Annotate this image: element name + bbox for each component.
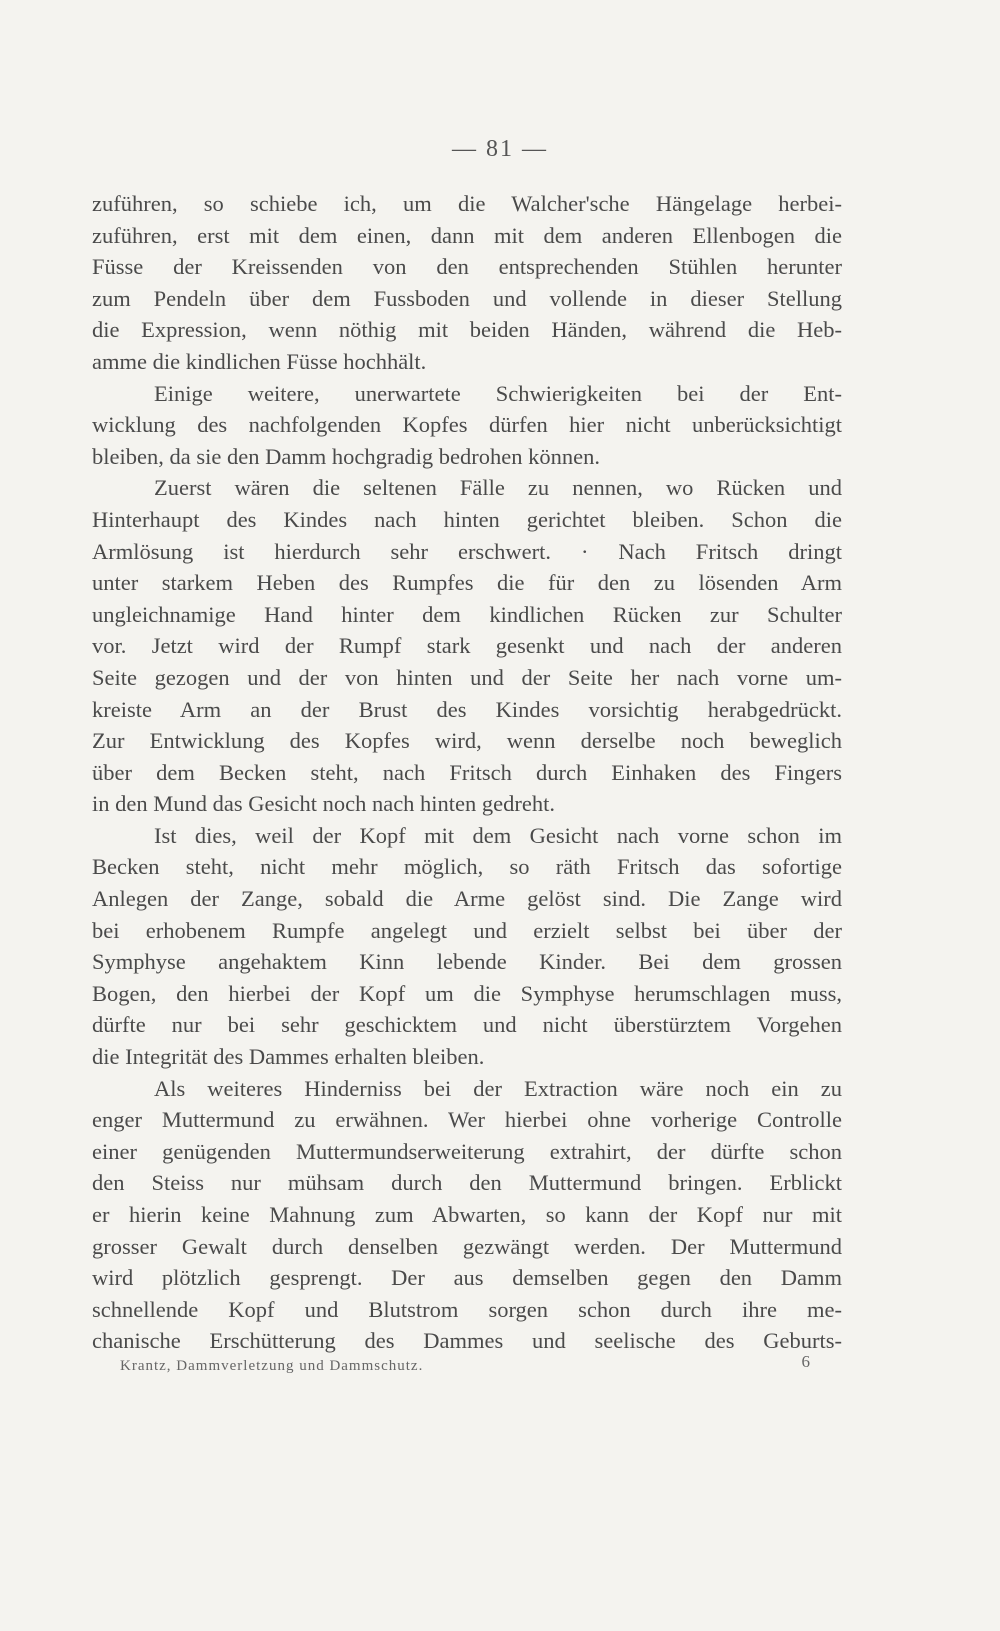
text-line: grosser Gewalt durch denselben gezwängt werden. Der Muttermund bbox=[92, 1233, 842, 1259]
text-line: Armlösung ist hierdurch sehr erschwert. · Nach Fritsch dringt bbox=[92, 538, 842, 564]
text-line: Hinterhaupt des Kindes nach hinten gerichtet bleiben. Schon die bbox=[92, 506, 842, 532]
text-line: Zur Entwicklung des Kopfes wird, wenn derselbe noch beweglich bbox=[92, 728, 842, 754]
text-line: Symphyse angehaktem Kinn lebende Kinder. Bei dem grossen bbox=[92, 949, 842, 975]
text-line: Ist dies, weil der Kopf mit dem Gesicht nach vorne schon im bbox=[154, 822, 842, 848]
text-line: Einige weitere, unerwartete Schwierigkeiten bei der Ent- bbox=[154, 380, 842, 406]
paragraph bbox=[92, 188, 842, 378]
text-line: bleiben, da sie den Damm hochgradig bedrohen können. bbox=[92, 443, 600, 469]
footer-citation: Krantz, Dammverletzung und Dammschutz. bbox=[120, 1358, 424, 1374]
text-line: Als weiteres Hinderniss bei der Extraction wäre noch ein zu bbox=[154, 1075, 842, 1101]
text-line: zuführen, erst mit dem einen, dann mit dem anderen Ellenbogen die bbox=[92, 222, 842, 248]
text-line: unter starkem Heben des Rumpfes die für den zu lösenden Arm bbox=[92, 570, 842, 596]
text-line: die Integrität des Dammes erhalten bleiben. bbox=[92, 1044, 485, 1070]
text-line: zum Pendeln über dem Fussboden und vollende in dieser Stellung bbox=[92, 285, 842, 311]
paragraph bbox=[92, 472, 842, 820]
text-line: Anlegen der Zange, sobald die Arme gelöst sind. Die Zange wird bbox=[92, 886, 842, 912]
text-line: wird plötzlich gesprengt. Der aus demselben gegen den Damm bbox=[92, 1265, 842, 1291]
text-line: Zuerst wären die seltenen Fälle zu nennen, wo Rücken und bbox=[154, 475, 842, 501]
text-line: Seite gezogen und der von hinten und der Seite her nach vorne um- bbox=[92, 664, 842, 690]
text-line: dürfte nur bei sehr geschicktem und nicht überstürztem Vorgehen bbox=[92, 1012, 842, 1038]
body-text bbox=[92, 188, 842, 1357]
text-line: über dem Becken steht, nach Fritsch durch Einhaken des Fingers bbox=[92, 759, 842, 785]
paragraph bbox=[92, 378, 842, 473]
text-line: wicklung des nachfolgenden Kopfes dürfen hier nicht unberücksichtigt bbox=[92, 412, 842, 438]
text-line: in den Mund das Gesicht noch nach hinten gedreht. bbox=[92, 791, 556, 817]
text-line: amme die kindlichen Füsse hochhält. bbox=[92, 348, 427, 374]
text-line: Becken steht, nicht mehr möglich, so räth Fritsch das sofortige bbox=[92, 854, 842, 880]
signature-mark: 6 bbox=[801, 1352, 810, 1371]
text-line: ungleichnamige Hand hinter dem kindlichen Rücken zur Schulter bbox=[92, 601, 842, 627]
text-line: bei erhobenem Rumpfe angelegt und erzielt selbst bei über der bbox=[92, 917, 842, 943]
page-number: — 81 — bbox=[452, 136, 548, 162]
text-line: einer genügenden Muttermundserweiterung extrahirt, der dürfte schon bbox=[92, 1138, 842, 1164]
paragraph bbox=[92, 820, 842, 1073]
text-line: den Steiss nur mühsam durch den Muttermund bringen. Erblickt bbox=[92, 1170, 842, 1196]
text-line: die Expression, wenn nöthig mit beiden Händen, während die Heb- bbox=[92, 317, 842, 343]
text-line: kreiste Arm an der Brust des Kindes vorsichtig herabgedrückt. bbox=[92, 696, 842, 722]
text-line: vor. Jetzt wird der Rumpf stark gesenkt und nach der anderen bbox=[92, 633, 842, 659]
text-line: schnellende Kopf und Blutstrom sorgen schon durch ihre me- bbox=[92, 1296, 842, 1322]
text-line: zuführen, so schiebe ich, um die Walcher'sche Hängelage herbei- bbox=[92, 191, 842, 216]
text-line: Bogen, den hierbei der Kopf um die Symphyse herumschlagen muss, bbox=[92, 980, 842, 1006]
text-line: chanische Erschütterung des Dammes und seelische des Geburts- bbox=[92, 1328, 842, 1354]
text-line: er hierin keine Mahnung zum Abwarten, so kann der Kopf nur mit bbox=[92, 1202, 842, 1227]
text-line: Füsse der Kreissenden von den entsprechenden Stühlen herunter bbox=[92, 254, 842, 280]
text-line: enger Muttermund zu erwähnen. Wer hierbei ohne vorherige Controlle bbox=[92, 1107, 842, 1133]
paragraph bbox=[92, 1073, 842, 1357]
